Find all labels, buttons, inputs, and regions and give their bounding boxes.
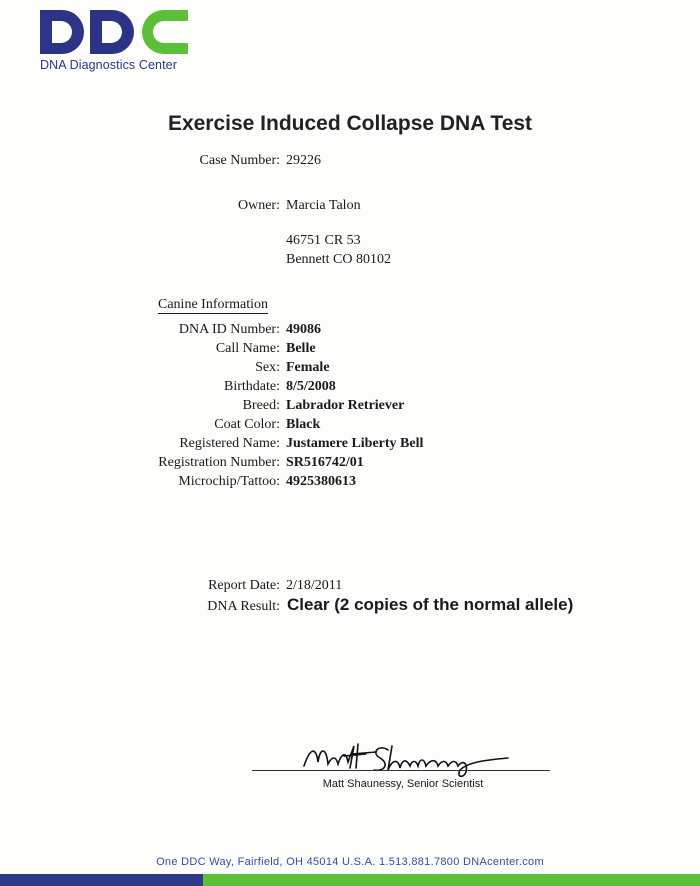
dna-result-value: Clear (2 copies of the normal allele) [287, 595, 574, 614]
signature [296, 738, 516, 780]
registered-name-label: Registered Name: [179, 436, 280, 451]
call-name-label: Call Name: [215, 341, 280, 356]
microchip-value: 4925380613 [286, 474, 356, 489]
breed-value: Labrador Retriever [286, 398, 405, 413]
birthdate-value: 8/5/2008 [286, 379, 336, 394]
breed-label: Breed: [242, 398, 280, 413]
owner-name: Marcia Talon [286, 198, 361, 213]
case-number-label: Case Number: [199, 153, 280, 168]
call-name-value: Belle [286, 341, 316, 356]
dna-id-value: 49086 [286, 322, 321, 337]
signatory-name: Matt Shaunessy, Senior Scientist [322, 778, 484, 790]
registered-name-value: Justamere Liberty Bell [286, 436, 424, 451]
footer-color-bar [0, 874, 700, 886]
registration-number-label: Registration Number: [158, 455, 280, 470]
owner-address-line1: 46751 CR 53 [286, 233, 361, 248]
owner-label: Owner: [238, 198, 280, 213]
case-number-value: 29226 [286, 153, 321, 168]
dna-id-label: DNA ID Number: [178, 322, 280, 337]
sex-label: Sex: [255, 360, 280, 375]
footer-bar-green [203, 874, 700, 886]
organization-name: DNA Diagnostics Center [40, 58, 177, 72]
owner-address-line2: Bennett CO 80102 [286, 252, 391, 267]
signature-line [252, 770, 550, 771]
birthdate-label: Birthdate: [224, 379, 280, 394]
footer-bar-blue [0, 874, 203, 886]
document-title: Exercise Induced Collapse DNA Test [167, 112, 533, 135]
footer-address: One DDC Way, Fairfield, OH 45014 U.S.A. 1.513.881.7800 DNAcenter.com [156, 856, 544, 868]
report-date-value: 2/18/2011 [286, 578, 343, 593]
registration-number-value: SR516742/01 [286, 455, 364, 470]
coat-color-value: Black [286, 417, 321, 432]
dna-result-label: DNA Result: [207, 599, 280, 614]
report-date-label: Report Date: [208, 578, 280, 593]
sex-value: Female [286, 360, 330, 375]
microchip-label: Microchip/Tattoo: [178, 474, 280, 489]
canine-info-heading: Canine Information [158, 297, 269, 312]
coat-color-label: Coat Color: [214, 417, 280, 432]
